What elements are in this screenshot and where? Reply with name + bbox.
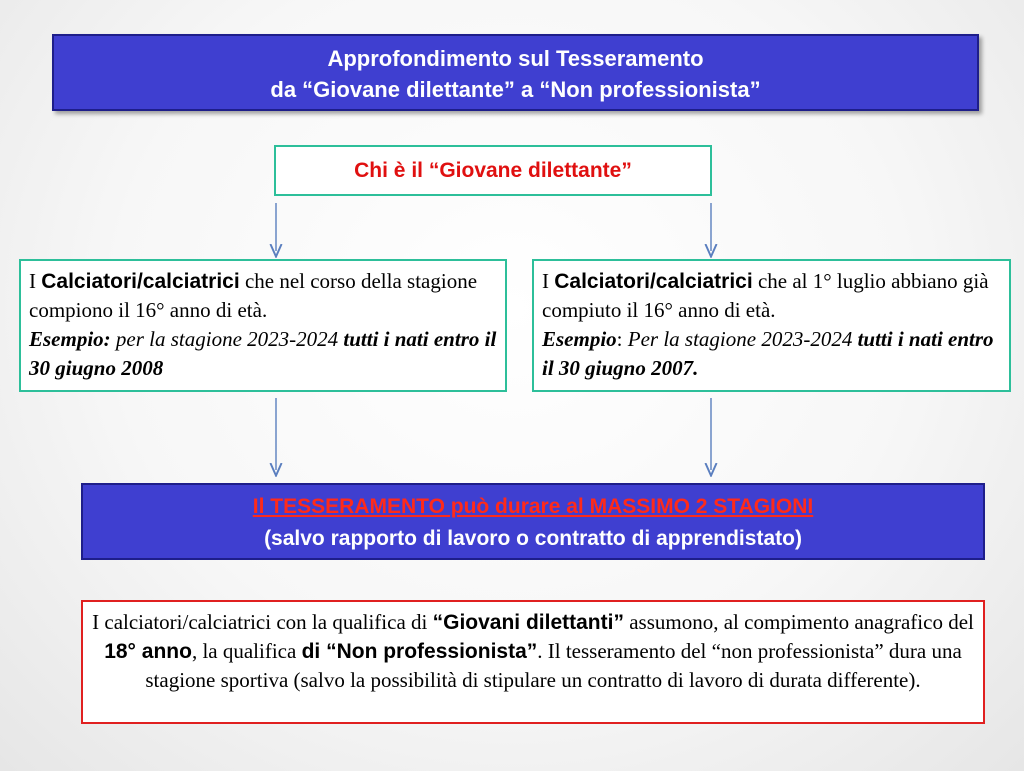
- final-note-box: [81, 600, 985, 724]
- final-b2: 18° anno: [104, 640, 192, 663]
- right-example-text: Per la stagione 2023-2024: [627, 327, 858, 351]
- final-b3: di “Non professionista”: [301, 640, 538, 663]
- title-line-1: Approfondimento sul Tesseramento: [327, 46, 704, 71]
- final-b1: “Giovani dilettanti”: [432, 611, 624, 634]
- final-p4: . Il tesseramento del “non professionista” dura una stagione sportiva (salvo la possibilità di stipulare un contratto di lavoro di durata differente).: [145, 639, 962, 692]
- definition-box-left: [19, 259, 507, 392]
- left-text: che nel corso della stagione compiono il 16° anno di età.: [29, 269, 478, 322]
- right-example-label: Esempio: [542, 327, 617, 351]
- final-p2: assumono, al compimento anagrafico del: [623, 610, 974, 634]
- final-p3: , la qualifica: [191, 639, 302, 663]
- right-text: che al 1° luglio abbiano già compiuto il 16° anno di età.: [542, 269, 989, 322]
- left-intro: I: [29, 269, 42, 293]
- tesseramento-line-1: Il TESSERAMENTO può durare al MASSIMO 2 STAGIONI: [252, 495, 814, 518]
- tesseramento-line-2: (salvo rapporto di lavoro o contratto di apprendistato): [264, 527, 802, 550]
- right-intro: I: [542, 269, 555, 293]
- definition-box-right: [532, 259, 1011, 392]
- left-example-text: per la stagione 2023-2024: [110, 327, 344, 351]
- right-bold: Calciatori/calciatrici: [554, 270, 753, 293]
- question-text: Chi è il “Giovane dilettante”: [354, 159, 632, 182]
- left-example-bold: tutti i nati entro il 30 giugno 2008: [29, 327, 497, 380]
- title-line-2: da “Giovane dilettante” a “Non professionista”: [270, 77, 761, 102]
- left-example-label: Esempio:: [29, 327, 111, 351]
- right-example-bold: tutti i nati entro il 30 giugno 2007.: [542, 327, 994, 380]
- right-example-sep: :: [616, 327, 628, 351]
- final-p1: I calciatori/calciatrici con la qualifica di: [92, 610, 433, 634]
- tesseramento-banner: [81, 483, 985, 560]
- left-bold: Calciatori/calciatrici: [41, 270, 240, 293]
